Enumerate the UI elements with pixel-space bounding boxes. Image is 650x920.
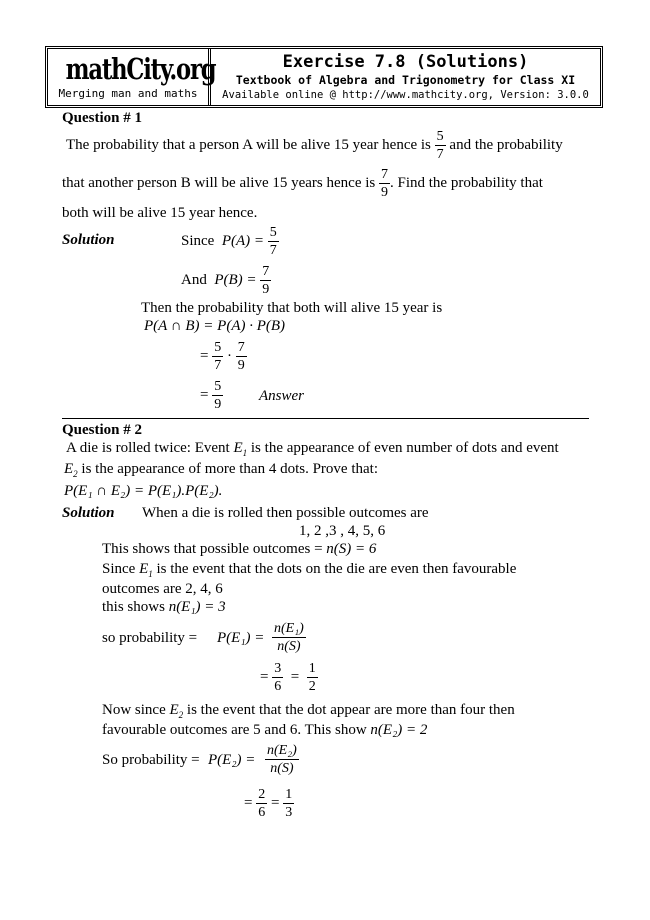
frac-num: 5 [214, 379, 222, 394]
equals-sign: = [290, 668, 300, 685]
since-e1-line [102, 561, 516, 579]
equals-sign: = [260, 668, 269, 685]
product-fraction-a [212, 339, 223, 374]
r1-fraction-a [272, 660, 283, 695]
so-probability-label-2: So probability = [102, 752, 200, 768]
frac-den: 6 [258, 805, 266, 820]
q2-text: is the appearance of even number of dots and event [250, 440, 559, 456]
equals-sign: = [244, 794, 253, 811]
question-2-heading: Question # 2 [62, 422, 143, 438]
q2-text: is the appearance of more than 4 dots. Prove that: [81, 461, 378, 477]
pe2-fraction [265, 742, 299, 777]
pa-expression: P(A) = [221, 232, 265, 249]
q2-text: is the event that the dot appear are more than four then [186, 702, 515, 718]
q2-text: A die is rolled twice: Event [66, 440, 230, 456]
e2-symbol: $E_2$ [64, 461, 78, 479]
question-2-line-2 [64, 461, 378, 479]
question-1-line-2 [62, 166, 543, 201]
now-since-line [102, 702, 515, 720]
outcomes-list: 1, 2 ,3 , 4, 5, 6 [299, 523, 386, 539]
q2-text: this shows [102, 599, 165, 615]
ne2-expression: n(E₂) = 2 [370, 722, 428, 738]
q1-fraction-b [379, 166, 390, 201]
pa-fraction [268, 224, 279, 259]
pe2-result-line [244, 786, 294, 821]
ne1-expression: n(E₁) = 3 [168, 599, 226, 615]
pe2-fraction-wrap [265, 742, 299, 777]
frac-den: n(S) [272, 637, 306, 655]
frac-den: 7 [269, 243, 277, 258]
pe1-result-line [260, 660, 318, 695]
page-header [45, 46, 603, 108]
frac-num: 2 [258, 787, 266, 802]
product-fraction-b [236, 339, 247, 374]
frac-den: 7 [436, 147, 444, 162]
r1-fraction-b [307, 660, 318, 695]
q1-formula: P(A ∩ B) = P(A) · P(B) [144, 318, 286, 334]
q1-result-line [200, 378, 223, 413]
dot-operator: · [226, 347, 232, 364]
ns-expression: n(S) = 6 [326, 541, 377, 557]
pb-fraction [260, 263, 271, 298]
pe1-expression: P(E₁) = [217, 630, 265, 646]
availability-note: Available online @ http://www.mathcity.org, Version: 3.0.0 [222, 89, 589, 101]
question-1-heading: Question # 1 [62, 110, 143, 126]
prove-statement: P(E₁ ∩ E₂) = P(E₁).P(E₂). [64, 483, 223, 499]
frac-den: 3 [285, 805, 293, 820]
frac-den: 2 [308, 679, 316, 694]
page-title: Exercise 7.8 (Solutions) [282, 52, 529, 72]
frac-num: 1 [285, 787, 293, 802]
equals-sign: = [200, 386, 209, 403]
and-word: And [181, 271, 207, 288]
ne1-line [102, 599, 226, 616]
site-logo[interactable]: mathCity.org [65, 52, 216, 86]
frac-den: n(S) [265, 759, 299, 777]
r2-fraction-a [256, 786, 267, 821]
q1-pb-line [181, 263, 271, 298]
frac-den: 9 [381, 185, 388, 200]
frac-num: 3 [274, 661, 282, 676]
q2-text: favourable outcomes are 5 and 6. This show [102, 722, 367, 738]
e1-symbol: $E_1$ [233, 440, 248, 458]
frac-den: 9 [262, 282, 270, 297]
question-1-line-1 [66, 128, 563, 163]
q1-pa-line [181, 224, 279, 259]
e2-symbol: $E_2$ [169, 702, 184, 720]
answer-label: Answer [259, 388, 304, 404]
pb-expression: P(B) = [214, 271, 257, 288]
section-divider [62, 418, 589, 419]
frac-den: 9 [214, 397, 222, 412]
pe2-expression: P(E₂) = [208, 752, 256, 768]
q2-solution-label: Solution [62, 505, 115, 521]
frac-den: 7 [214, 358, 222, 373]
frac-den: 9 [237, 358, 245, 373]
question-2-line-1 [66, 440, 559, 458]
q2-text: This shows that possible outcomes = [102, 541, 323, 557]
so-probability-label: so probability = [102, 630, 198, 646]
favourable-outcomes-1: outcomes are 2, 4, 6 [102, 581, 223, 597]
logo-box [48, 49, 216, 105]
q2-text: is the event that the dots on the die are even then favourable [156, 561, 517, 577]
q1-solution-label: Solution [62, 232, 115, 248]
frac-num: 7 [262, 264, 270, 279]
q2-text: Since [102, 561, 136, 577]
since-word: Since [181, 232, 215, 249]
q1-then-line: Then the probability that both will alive 15 year is [141, 300, 443, 316]
equals-sign: = [270, 794, 280, 811]
frac-num: 7 [237, 340, 245, 355]
equals-sign: = [200, 347, 209, 364]
frac-num: n(E₁) [274, 621, 304, 636]
q1-text: and the probability [449, 136, 563, 153]
result-fraction [212, 378, 223, 413]
frac-num: 1 [308, 661, 316, 676]
frac-num: 5 [269, 225, 277, 240]
pe1-fraction-wrap [272, 620, 306, 655]
pe1-fraction [272, 620, 306, 655]
favourable-outcomes-2 [102, 722, 427, 739]
site-tagline: Merging man and maths [58, 87, 198, 100]
q2-solution-line: When a die is rolled then possible outcomes are [142, 505, 429, 521]
q1-product-line [200, 339, 247, 374]
question-1-line-3: both will be alive 15 year hence. [62, 205, 258, 221]
frac-num: 5 [436, 129, 444, 144]
frac-num: 5 [214, 340, 222, 355]
frac-num: 7 [381, 167, 388, 182]
q1-text: that another person B will be alive 15 years hence is [62, 174, 376, 191]
frac-num: n(E₂) [267, 743, 297, 758]
sample-space-line [102, 541, 376, 558]
frac-den: 6 [274, 679, 282, 694]
q1-text: . Find the probability that [390, 174, 543, 191]
title-box [211, 49, 600, 105]
r2-fraction-b [283, 786, 294, 821]
e1-symbol: $E_1$ [139, 561, 153, 579]
page-subtitle: Textbook of Algebra and Trigonometry for Class XI [235, 73, 576, 87]
q2-text: Now since [102, 702, 166, 718]
q1-fraction-a [435, 128, 446, 163]
q1-text: The probability that a person A will be alive 15 year hence is [66, 136, 431, 153]
